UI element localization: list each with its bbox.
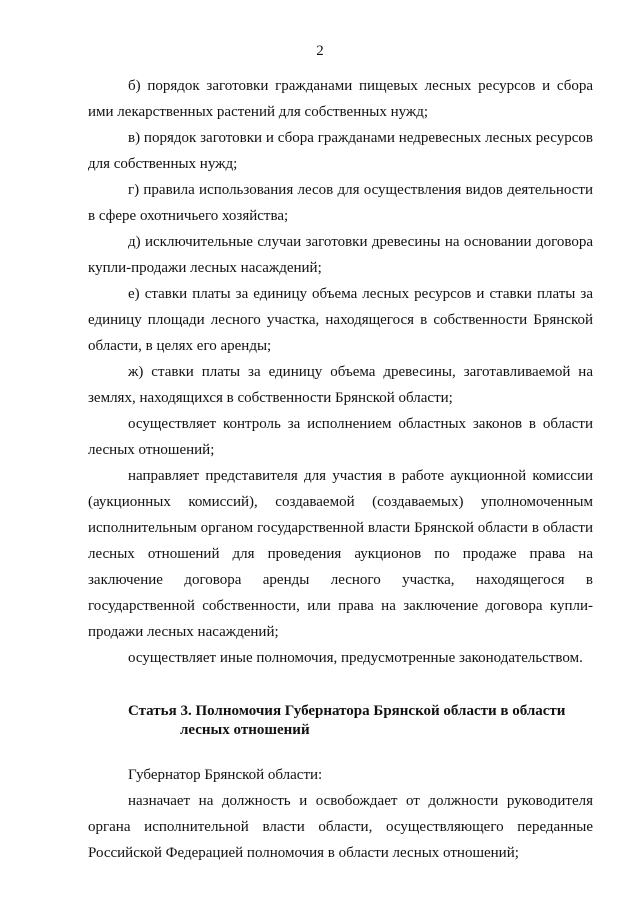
paragraph-appoints: назначает на должность и освобождает от должности руководителя органа исполнительной власти области, осуществляющего переданные Российской Федерацией полномочия в области лесных отношений;	[88, 793, 593, 861]
paragraph-item-b: б) порядок заготовки гражданами пищевых лесных ресурсов и сбора ими лекарственных растений для собственных нужд;	[88, 78, 593, 120]
paragraph-governor: Губернатор Брянской области:	[128, 767, 323, 783]
paragraph-item-v: в) порядок заготовки и сбора гражданами недревесных лесных ресурсов для собственных нужд;	[88, 130, 593, 172]
paragraph-item-zh: ж) ставки платы за единицу объема древесины, заготавливаемой на землях, находящихся в собственности Брянской области;	[88, 364, 593, 406]
paragraph-control: осуществляет контроль за исполнением областных законов в области лесных отношений;	[88, 416, 593, 458]
paragraph-representative: направляет представителя для участия в работе аукционной комиссии (аукционных комиссий), создаваемой (создаваемых) уполномоченным исполнительным органом государственной власти Брянской области в области лесных отношений для проведения аукционов по продаже права на заключение договора аренды лесного участка, находящегося в государственной собственности, или права на заключение договора купли-продажи лесных насаждений;	[88, 468, 593, 640]
page-number: 2	[316, 43, 324, 59]
paragraph-item-g: г) правила использования лесов для осуществления видов деятельности в сфере охотничьего хозяйства;	[88, 182, 593, 224]
article-heading-line1: Статья 3. Полномочия Губернатора Брянской области в области	[128, 703, 566, 719]
paragraph-item-e: е) ставки платы за единицу объема лесных ресурсов и ставки платы за единицу площади лесного участка, находящегося в собственности Брянской области, в целях его аренды;	[88, 286, 593, 354]
paragraph-other-powers: осуществляет иные полномочия, предусмотренные законодательством.	[128, 650, 583, 666]
article-heading	[88, 702, 593, 740]
document-body	[88, 73, 593, 866]
paragraph-item-d: д) исключительные случаи заготовки древесины на основании договора купли-продажи лесных насаждений;	[88, 234, 593, 276]
article-heading-line2: лесных отношений	[180, 722, 310, 738]
